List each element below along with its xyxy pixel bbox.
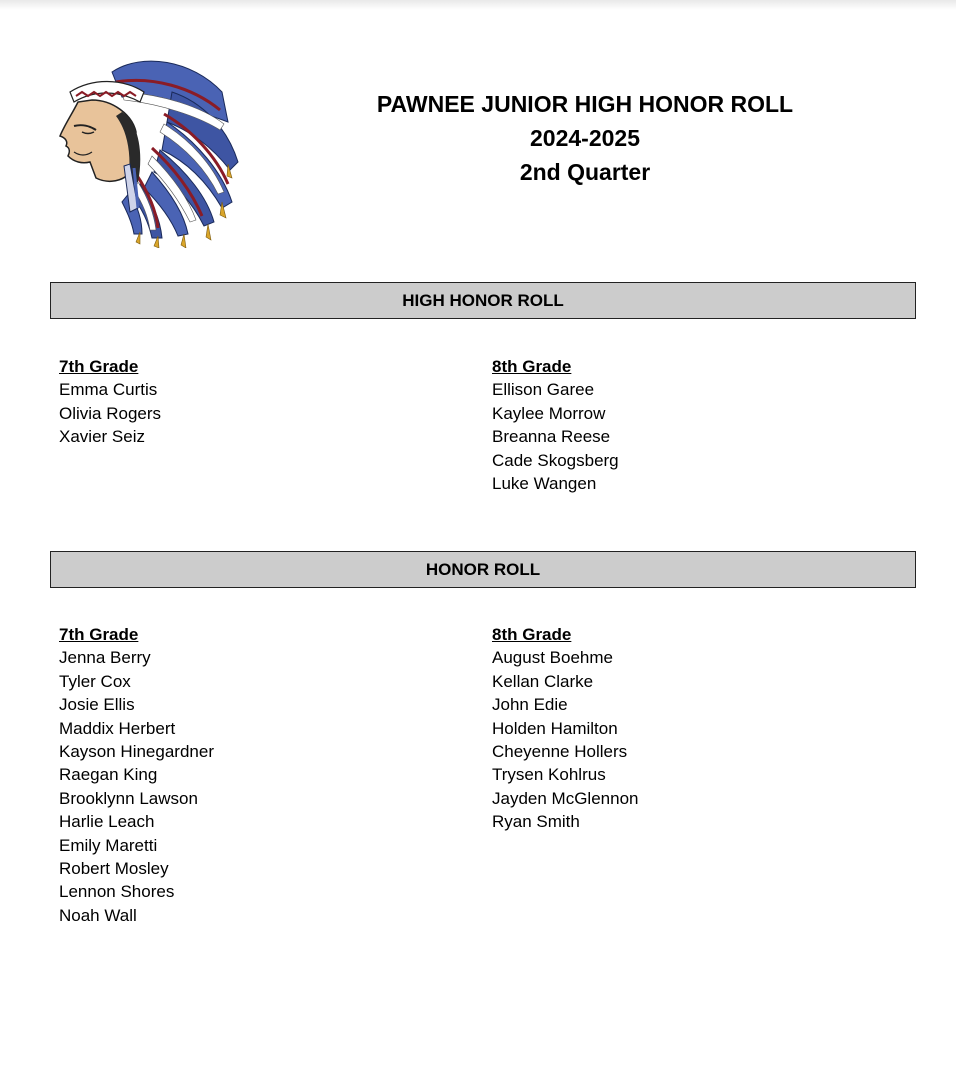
page-top-edge [0,0,956,10]
honor-7th-column [59,623,214,927]
student-name: Lennon Shores [59,882,175,902]
honor-8th-column [492,623,638,834]
student-name: Kaylee Morrow [492,403,606,423]
student-name: Ryan Smith [492,812,580,832]
high-honor-roll-bar: HIGH HONOR ROLL [50,282,916,319]
student-name: Raegan King [59,765,158,785]
quarter-label: 2nd Quarter [519,159,651,185]
page-title: PAWNEE JUNIOR HIGH HONOR ROLL [376,91,794,117]
school-year: 2024-2025 [530,125,640,151]
high-honor-8th-column [492,355,619,495]
student-name: Luke Wangen [492,474,597,494]
student-name: Josie Ellis [59,695,135,715]
student-name: Tyler Cox [59,671,131,691]
student-name: Ellison Garee [492,380,595,400]
student-name: Emma Curtis [59,380,158,400]
grade-heading: 8th Grade [492,625,572,644]
grade-heading: 7th Grade [59,357,139,376]
grade-heading: 7th Grade [59,625,139,644]
student-name: Maddix Herbert [59,718,176,738]
student-name: Olivia Rogers [59,403,162,423]
student-name: John Edie [492,695,568,715]
student-name: Kayson Hinegardner [59,742,214,762]
student-name: Jayden McGlennon [492,788,639,808]
high-honor-7th-column [59,355,161,449]
document-header [335,87,835,189]
student-name: Xavier Seiz [59,427,145,447]
student-name: Emily Maretti [59,835,158,855]
student-name: Trysen Kohlrus [492,765,606,785]
student-name: Cheyenne Hollers [492,742,628,762]
honor-roll-bar: HONOR ROLL [50,551,916,588]
student-name: Noah Wall [59,905,137,925]
student-name: Holden Hamilton [492,718,618,738]
student-name: Kellan Clarke [492,671,594,691]
indian-chief-logo-icon [52,52,244,248]
student-name: Cade Skogsberg [492,450,619,470]
student-name: August Boehme [492,648,613,668]
grade-heading: 8th Grade [492,357,572,376]
student-name: Jenna Berry [59,648,151,668]
student-name: Brooklynn Lawson [59,788,198,808]
student-name: Harlie Leach [59,812,155,832]
student-name: Robert Mosley [59,859,169,879]
student-name: Breanna Reese [492,427,611,447]
